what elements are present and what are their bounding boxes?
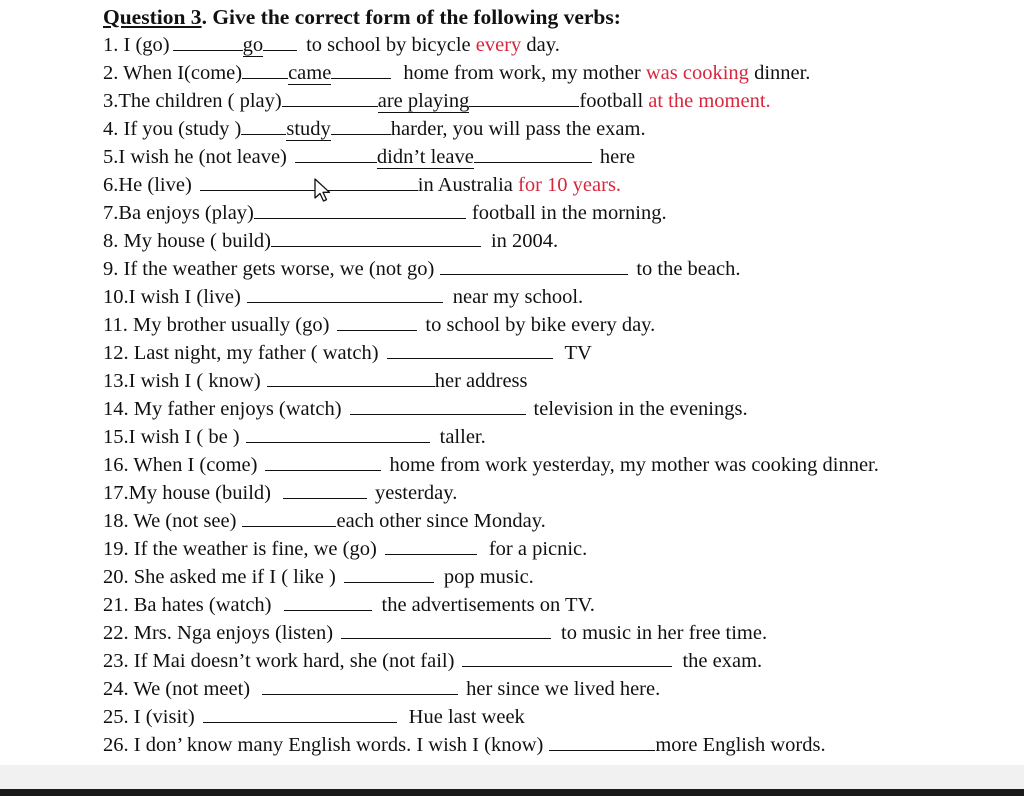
answer-text: study — [286, 118, 331, 140]
item-prompt: 13.I wish I ( know) — [103, 370, 261, 392]
answer-text: go — [242, 34, 264, 56]
exercise-item-12 — [103, 340, 592, 366]
answer-blank — [271, 229, 481, 247]
answer-blank — [283, 481, 367, 499]
item-continuation: Hue last week — [408, 706, 525, 728]
item-prompt: 15.I wish I ( be ) — [103, 426, 240, 448]
item-continuation: to the beach. — [636, 258, 741, 280]
item-prompt: 4. If you (study ) — [103, 118, 242, 140]
item-continuation: the advertisements on TV. — [381, 594, 595, 616]
item-continuation: yesterday. — [374, 482, 458, 504]
item-prompt: 6.He (live) — [103, 174, 192, 196]
exercise-item-22 — [103, 620, 767, 646]
answer-blank — [385, 537, 477, 555]
item-prompt: 8. My house ( build) — [103, 230, 271, 252]
exercise-item-10 — [103, 284, 583, 310]
item-continuation: to music in her free time. — [561, 622, 768, 644]
exercise-item-5 — [103, 144, 635, 170]
answer-blank — [341, 621, 551, 639]
item-continuation: in 2004. — [490, 230, 559, 252]
item-continuation: near my school. — [452, 286, 584, 308]
exercise-item-20 — [103, 564, 534, 590]
item-ending: day. — [526, 34, 560, 56]
exercise-item-4 — [103, 116, 646, 142]
item-continuation: home from work yesterday, my mother was cooking dinner. — [389, 454, 879, 476]
answer-text: came — [288, 62, 332, 84]
answer-blank — [262, 677, 458, 695]
exercise-item-16 — [103, 452, 879, 478]
answer-blank — [173, 33, 243, 51]
answer-blank — [246, 425, 430, 443]
mouse-pointer-icon — [313, 178, 333, 204]
answer-blank — [295, 145, 377, 163]
exercise-item-2 — [103, 60, 810, 86]
item-prompt: 19. If the weather is fine, we (go) — [103, 538, 377, 560]
item-prompt: 16. When I (come) — [103, 454, 258, 476]
exercise-item-15 — [103, 424, 486, 450]
answer-blank — [462, 649, 672, 667]
answer-blank — [200, 173, 418, 191]
answer-blank — [284, 593, 372, 611]
exercise-item-7 — [103, 200, 667, 226]
answer-blank — [387, 341, 553, 359]
item-prompt: 22. Mrs. Nga enjoys (listen) — [103, 622, 334, 644]
item-prompt: 20. She asked me if I ( like ) — [103, 566, 336, 588]
answer-blank — [549, 733, 655, 751]
answer-blank — [469, 89, 579, 107]
item-prompt: 23. If Mai doesn’t work hard, she (not fail) — [103, 650, 455, 672]
answer-blank — [263, 33, 297, 51]
item-continuation: television in the evenings. — [533, 398, 748, 420]
item-prompt: 11. My brother usually (go) — [103, 314, 330, 336]
answer-blank — [203, 705, 397, 723]
item-ending: dinner. — [754, 62, 811, 84]
item-prompt: 25. I (visit) — [103, 706, 195, 728]
answer-blank — [242, 61, 288, 79]
item-prompt: 7.Ba enjoys (play) — [103, 202, 254, 224]
item-prompt: 2. When I(come) — [103, 62, 243, 84]
bottom-border-area — [0, 765, 1024, 789]
exercise-item-18 — [103, 508, 546, 534]
item-continuation: the exam. — [682, 650, 763, 672]
exercise-item-23 — [103, 648, 762, 674]
answer-blank — [337, 313, 417, 331]
item-prompt: 26. I don’ know many English words. I wish I (know) — [103, 734, 544, 756]
answer-blank — [350, 397, 526, 415]
item-continuation: more English words. — [655, 734, 826, 756]
item-continuation: to school by bike every day. — [425, 314, 656, 336]
highlight-word: was cooking — [645, 62, 749, 84]
item-continuation: her address — [434, 370, 528, 392]
item-continuation: TV — [564, 342, 592, 364]
question-label: Question 3 — [103, 5, 202, 29]
exercise-item-21 — [103, 592, 595, 618]
item-continuation: taller. — [439, 426, 486, 448]
item-prompt: 21. Ba hates (watch) — [103, 594, 272, 616]
exercise-item-17 — [103, 480, 457, 506]
answer-blank — [267, 369, 435, 387]
answer-blank — [331, 117, 391, 135]
item-prompt: 12. Last night, my father ( watch) — [103, 342, 379, 364]
exercise-item-24 — [103, 676, 660, 702]
item-prompt: 5.I wish he (not leave) — [103, 146, 287, 168]
exercise-item-3 — [103, 88, 771, 114]
item-continuation: to school by bicycle — [306, 34, 471, 56]
answer-text: didn’t leave — [376, 146, 474, 168]
highlight-word: for 10 years. — [518, 174, 622, 196]
item-prompt: 9. If the weather gets worse, we (not go) — [103, 258, 435, 280]
answer-blank — [254, 201, 466, 219]
answer-blank — [247, 285, 443, 303]
item-continuation: her since we lived here. — [466, 678, 661, 700]
item-prompt: 3.The children ( play) — [103, 90, 282, 112]
answer-blank — [440, 257, 628, 275]
bottom-black-bar — [0, 789, 1024, 796]
item-continuation: each other since Monday. — [336, 510, 546, 532]
item-continuation: football — [579, 90, 644, 112]
item-continuation: football in the morning. — [471, 202, 667, 224]
item-prompt: 17.My house (build) — [103, 482, 271, 504]
item-continuation: pop music. — [443, 566, 534, 588]
answer-text: are playing — [377, 90, 470, 112]
highlight-word: at the moment. — [648, 90, 771, 112]
exercise-item-14 — [103, 396, 748, 422]
item-continuation: here — [599, 146, 636, 168]
exercise-item-13 — [103, 368, 528, 394]
item-prompt: 1. I (go) — [103, 34, 170, 56]
exercise-item-9 — [103, 256, 740, 282]
item-prompt: 14. My father enjoys (watch) — [103, 398, 342, 420]
exercise-item-6 — [103, 172, 621, 198]
exercise-item-19 — [103, 536, 587, 562]
exercise-item-1 — [103, 32, 560, 58]
exercise-item-8 — [103, 228, 558, 254]
highlight-word: every — [475, 34, 522, 56]
item-continuation: for a picnic. — [488, 538, 588, 560]
answer-blank — [265, 453, 381, 471]
item-prompt: 24. We (not meet) — [103, 678, 251, 700]
item-prompt: 18. We (not see) — [103, 510, 237, 532]
item-continuation: harder, you will pass the exam. — [390, 118, 646, 140]
exercise-item-11 — [103, 312, 655, 338]
item-prompt: 10.I wish I (live) — [103, 286, 241, 308]
question-instruction: . Give the correct form of the following verbs: — [201, 5, 621, 29]
question-heading — [103, 4, 621, 30]
answer-blank — [282, 89, 378, 107]
item-continuation: in Australia — [417, 174, 513, 196]
answer-blank — [474, 145, 592, 163]
answer-blank — [242, 509, 336, 527]
answer-blank — [241, 117, 286, 135]
exercise-item-25 — [103, 704, 525, 730]
answer-blank — [331, 61, 391, 79]
answer-blank — [344, 565, 434, 583]
item-continuation: home from work, my mother — [403, 62, 641, 84]
exercise-item-26 — [103, 732, 826, 758]
